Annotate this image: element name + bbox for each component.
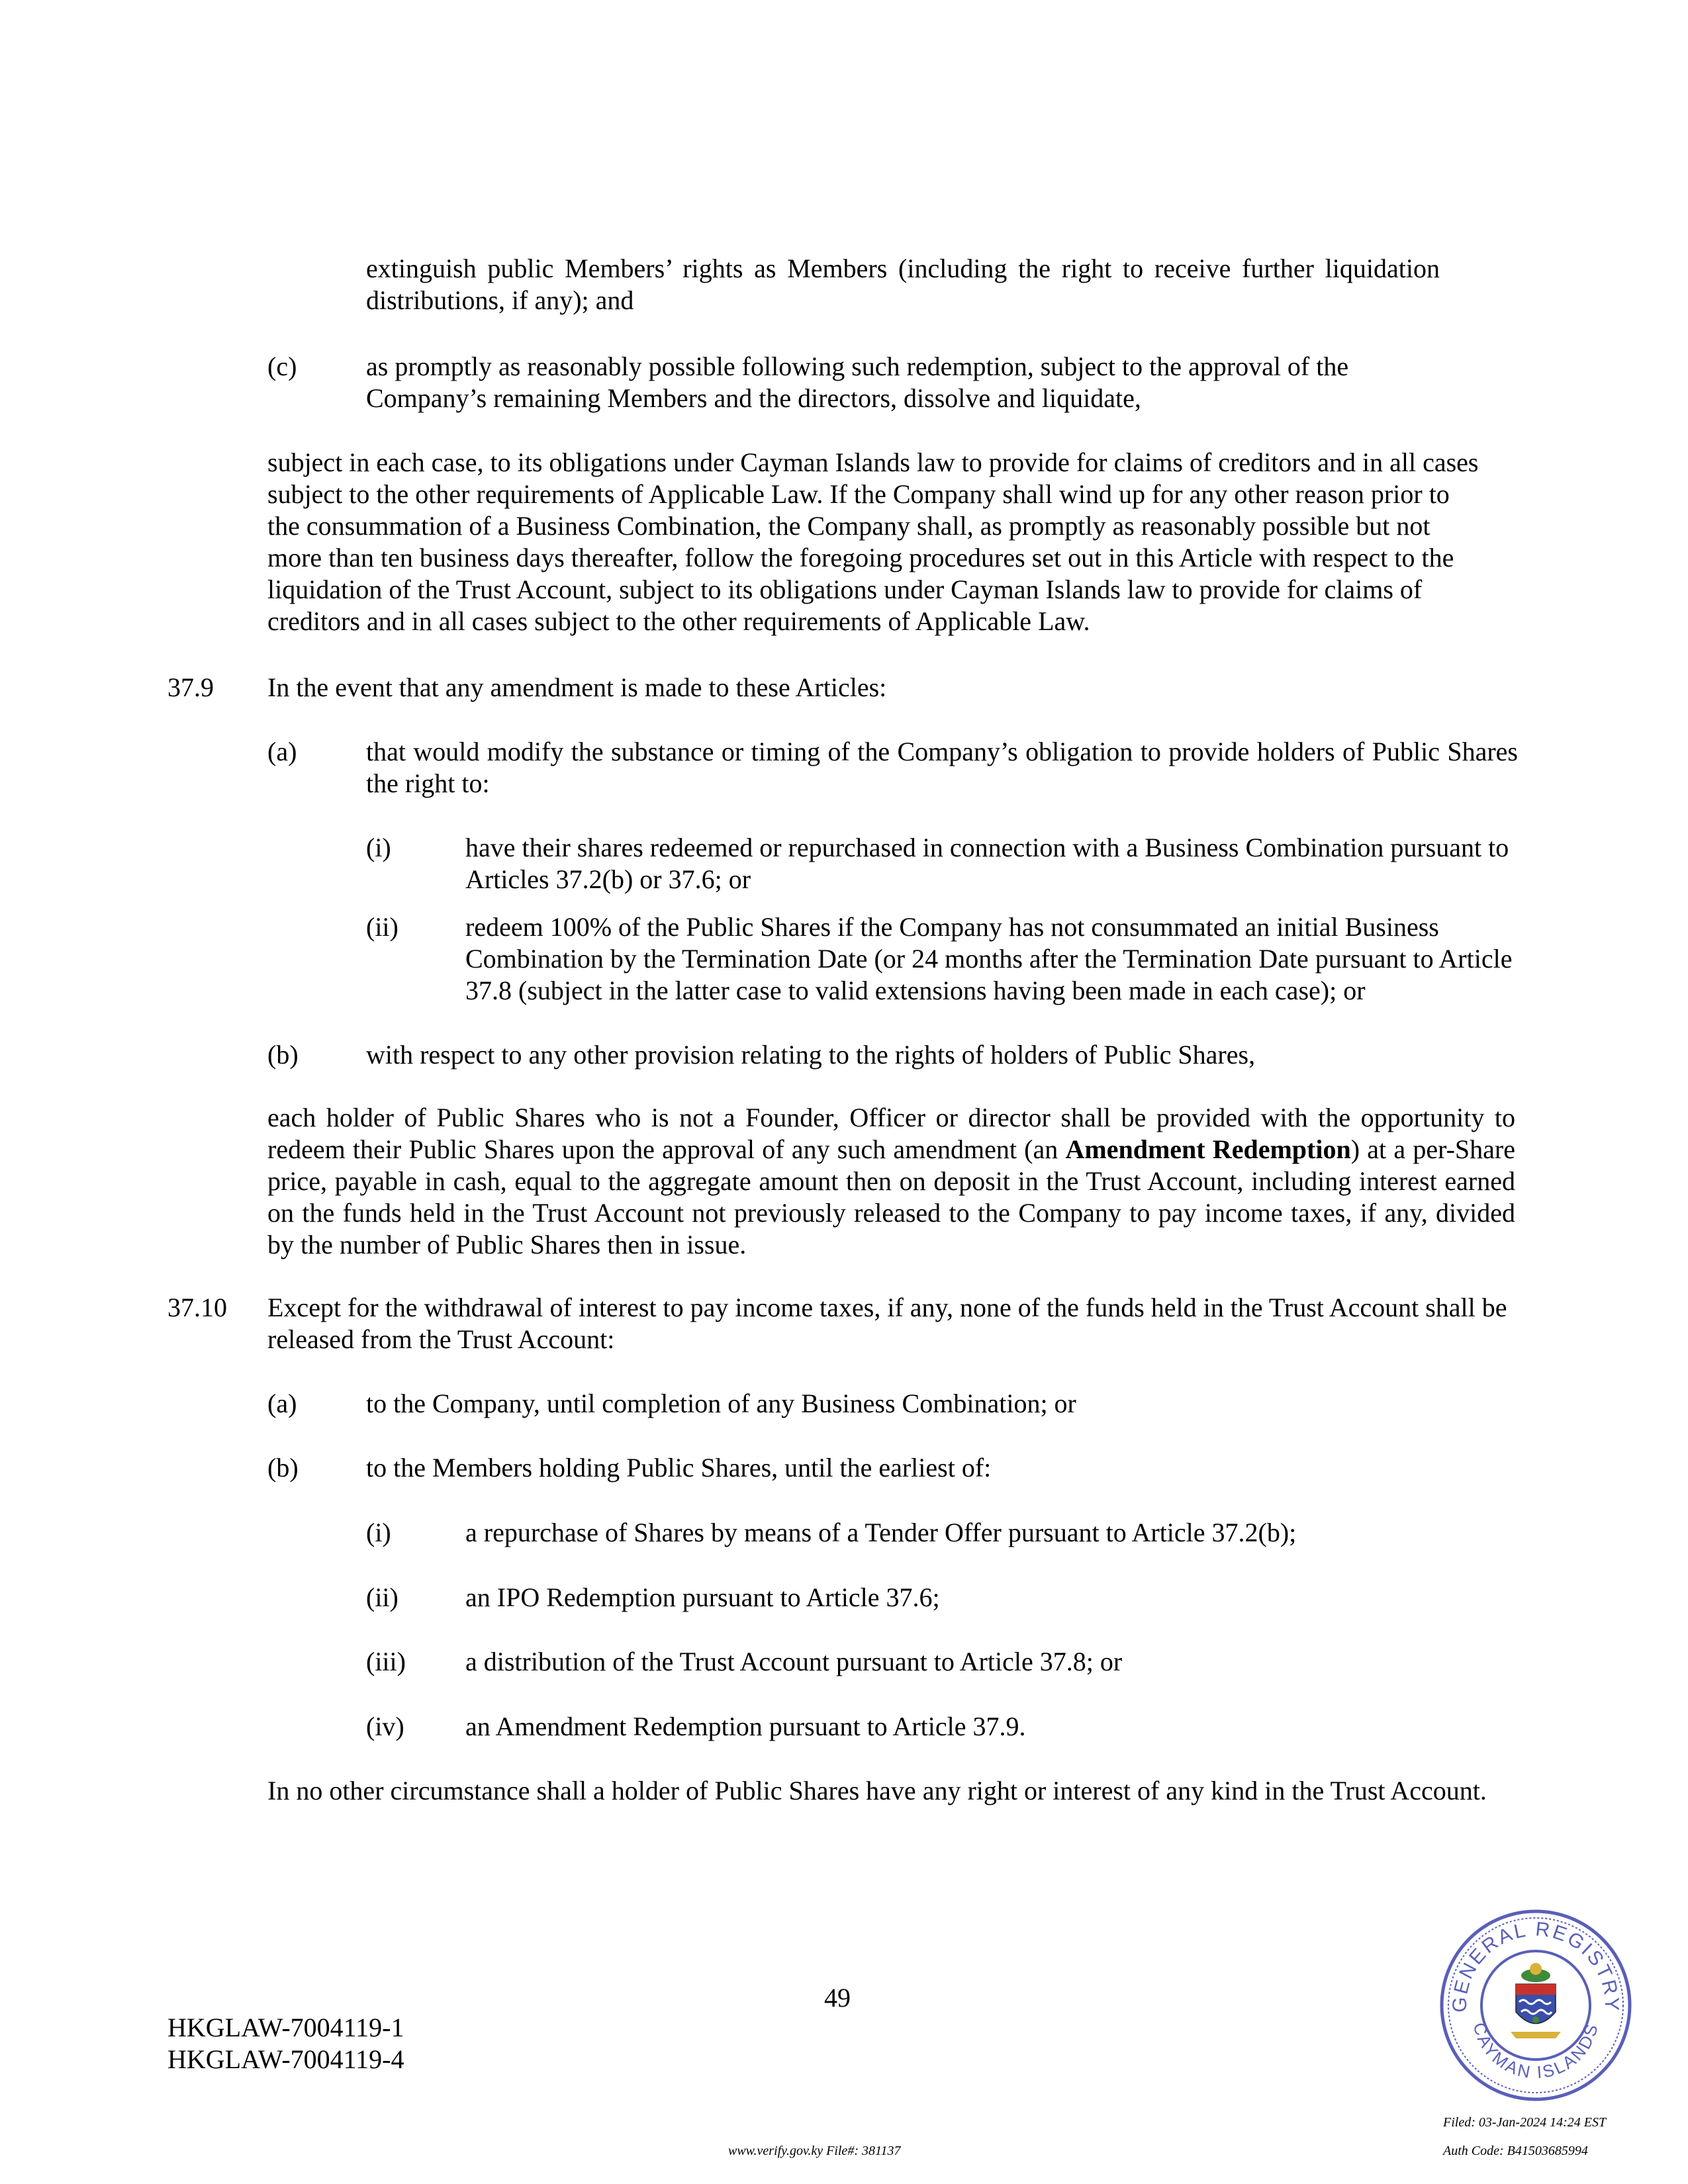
doc-id-2: HKGLAW-7004119-4 — [167, 2044, 404, 2074]
doc-id-1: HKGLAW-7004119-1 — [167, 2013, 404, 2042]
s37-10-iv-text: an Amendment Redemption pursuant to Article 37.9. — [465, 1711, 1026, 1741]
s37-9-i-label: (i) — [366, 833, 391, 862]
s37-10-i-label: (i) — [366, 1518, 391, 1547]
s37-9-closing — [267, 1102, 1515, 1261]
s37-10-ii-text: an IPO Redemption pursuant to Article 37.6; — [465, 1582, 940, 1612]
s37-9-b-text: with respect to any other provision relating to the rights of holders of Public Shares, — [366, 1040, 1256, 1069]
section-37-9-intro: In the event that any amendment is made to these Articles: — [267, 672, 887, 702]
section-37-10-intro: Except for the withdrawal of interest to pay income taxes, if any, none of the funds held in the Trust Account shall be released from the Trust Account: — [267, 1293, 1507, 1354]
amendment-redemption-term: Amendment Redemption — [1065, 1134, 1351, 1164]
s37-10-i-text: a repurchase of Shares by means of a Tender Offer pursuant to Article 37.2(b); — [465, 1518, 1297, 1547]
s37-9-b-label: (b) — [267, 1040, 299, 1069]
s37-10-b-label: (b) — [267, 1453, 299, 1482]
section-37-10-number: 37.10 — [167, 1293, 227, 1322]
s37-10-a-label: (a) — [267, 1388, 297, 1418]
s37-10-a-text: to the Company, until completion of any Business Combination; or — [366, 1388, 1076, 1418]
s37-9-ii-text: redeem 100% of the Public Shares if the Company has not consummated an initial Business Combination by the Termination Date (or 24 months after the Termination Date pursuant to Article 37.8 (subject in the latter case to valid extensions having been made in each case); or — [465, 912, 1513, 1005]
s37-9-closing-part1: each holder of Public Shares who is not a Founder, Officer or director shall be provided with the opportunity to redeem their Public Shares upon the approval of any such amendment (an — [267, 1103, 1515, 1164]
s37-10-iv-label: (iv) — [366, 1711, 404, 1741]
filed-line: Filed: 03-Jan-2024 14:24 EST — [1443, 2115, 1607, 2130]
item-c-label: (c) — [267, 351, 297, 381]
s37-10-ii-label: (ii) — [366, 1582, 399, 1612]
item-c-text: as promptly as reasonably possible following such redemption, subject to the approval of the Company’s remaining Members and the directors, dissolve and liquidate, — [366, 351, 1349, 413]
s37-9-ii-label: (ii) — [366, 912, 399, 942]
s37-10-iii-text: a distribution of the Trust Account pursuant to Article 37.8; or — [465, 1647, 1123, 1676]
seal-top-text: GENERAL REGISTRY — [1448, 1918, 1623, 2013]
s37-9-i-text: have their shares redeemed or repurchased in connection with a Business Combination pursuant to Articles 37.2(b) or 37.6; or — [465, 833, 1509, 894]
s37-10-b-text: to the Members holding Public Shares, until the earliest of: — [366, 1453, 992, 1482]
seal-bottom-text: CAYMAN ISLANDS — [1469, 2020, 1603, 2083]
s37-9-closing-part2: ) at a per-Share price, payable in cash, equal to the aggregate amount then on deposit in the Trust Account, including interest earned on the funds held in the Trust Account not previously released to the Company to pay income taxes, if any, divided by the number of Public Shares then in issue. — [267, 1134, 1515, 1259]
para-subject: subject in each case, to its obligations under Cayman Islands law to provide for claims of creditors and in all cases subject to the other requirements of Applicable Law. If the Company shall wind up for any other reason prior to the consummation of a Business Combination, the Company shall, as promptly as reasonably possible but not more than ten business days thereafter, follow the foregoing procedures set out in this Article with respect to the liquidation of the Trust Account, subject to its obligations under Cayman Islands law to provide for claims of creditors and in all cases subject to the other requirements of Applicable Law. — [267, 447, 1479, 636]
page-number: 49 — [824, 1983, 851, 2013]
s37-10-closing: In no other circumstance shall a holder of Public Shares have any right or interest of any kind in the Trust Account. — [267, 1776, 1487, 1805]
s37-9-a-label: (a) — [267, 737, 297, 766]
coat-of-arms-icon — [1511, 1963, 1561, 2038]
s37-9-a-text: that would modify the substance or timing of the Company’s obligation to provide holders of Public Shares the right to: — [366, 737, 1518, 798]
section-37-9-number: 37.9 — [167, 672, 214, 702]
continuation-text: extinguish public Members’ rights as Members (including the right to receive further liquidation distributions, if any); and — [366, 253, 1440, 315]
s37-10-iii-label: (iii) — [366, 1647, 406, 1676]
general-registry-seal — [1436, 1906, 1635, 2105]
verify-line: www.verify.gov.ky File#: 381137 — [728, 2144, 901, 2158]
auth-code-line: Auth Code: B41503685994 — [1443, 2144, 1588, 2158]
